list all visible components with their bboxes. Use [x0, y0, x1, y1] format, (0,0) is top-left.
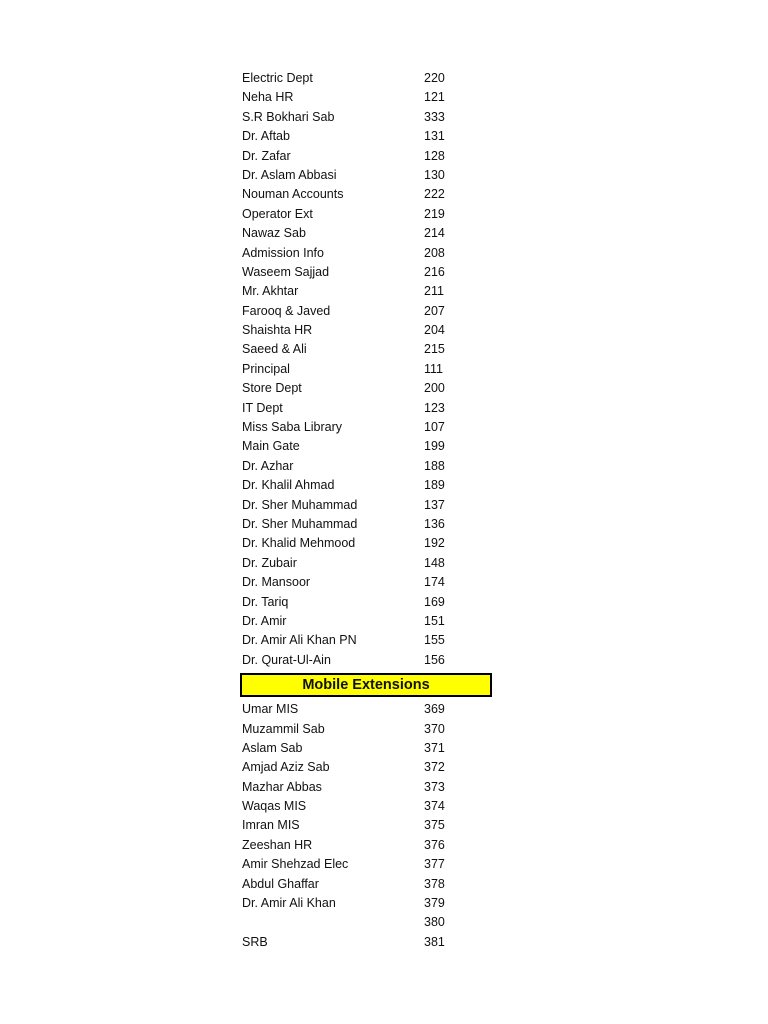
extension-number: 376 — [424, 837, 445, 852]
extension-number: 377 — [424, 857, 445, 872]
extension-number: 373 — [424, 779, 445, 794]
extension-number: 148 — [424, 555, 445, 570]
extension-name: Muzammil Sab — [242, 721, 325, 736]
extension-name: Dr. Khalil Ahmad — [242, 478, 335, 493]
extension-number: 111 — [424, 361, 444, 376]
extension-row — [242, 816, 502, 835]
extension-number: 208 — [424, 245, 445, 260]
extension-name: Waqas MIS — [242, 799, 307, 814]
extension-row — [242, 224, 502, 243]
extension-number: 204 — [424, 323, 445, 338]
extension-number: 137 — [424, 497, 445, 512]
extension-row — [242, 340, 502, 359]
extension-number: 192 — [424, 536, 445, 551]
extension-row — [242, 496, 502, 515]
extension-number: 379 — [424, 896, 445, 911]
extension-row — [242, 534, 502, 553]
extension-row — [242, 457, 502, 476]
extension-name: Store Dept — [242, 381, 302, 396]
extension-name: Dr. Aftab — [242, 129, 290, 144]
extension-name: Zeeshan HR — [242, 837, 313, 852]
mobile-extensions-title: Mobile Extensions — [302, 677, 430, 694]
extension-number: 371 — [424, 740, 445, 755]
extension-name: Imran MIS — [242, 818, 300, 833]
extension-number: 121 — [424, 90, 445, 105]
extension-number: 107 — [424, 420, 445, 435]
extension-row — [242, 166, 502, 185]
extension-name: Dr. Amir — [242, 613, 287, 628]
extension-name: Dr. Aslam Abbasi — [242, 167, 337, 182]
extension-name: Dr. Zafar — [242, 148, 291, 163]
extension-row — [242, 244, 502, 263]
extension-number: 174 — [424, 575, 445, 590]
extension-row — [242, 720, 502, 739]
extension-name: Nouman Accounts — [242, 187, 344, 202]
extension-row — [242, 147, 502, 166]
extension-row — [242, 108, 502, 127]
extension-sheet — [242, 69, 502, 952]
extension-name: Electric Dept — [242, 71, 313, 85]
extension-name: Dr. Sher Muhammad — [242, 516, 358, 531]
extension-number: 374 — [424, 799, 445, 814]
extension-row — [242, 700, 502, 719]
extension-number: 215 — [424, 342, 445, 357]
extension-number: 372 — [424, 760, 445, 775]
extension-name: Waseem Sajjad — [242, 264, 330, 279]
extension-name: Abdul Ghaffar — [242, 876, 319, 891]
extension-number: 123 — [424, 400, 445, 415]
extension-row — [242, 913, 502, 932]
extension-number: 375 — [424, 818, 445, 833]
extension-number: 130 — [424, 167, 445, 182]
extension-row — [242, 88, 502, 107]
extension-row — [242, 321, 502, 340]
extension-row — [242, 302, 502, 321]
extension-name: Dr. Mansoor — [242, 575, 311, 590]
extension-row — [242, 360, 502, 379]
extension-row — [242, 739, 502, 758]
extension-row — [242, 778, 502, 797]
extension-row — [242, 205, 502, 224]
extension-row — [242, 554, 502, 573]
extension-row — [242, 875, 502, 894]
extension-number: 200 — [424, 381, 445, 396]
extension-number: 378 — [424, 876, 445, 891]
extension-name: Principal — [242, 361, 290, 376]
extension-number: 199 — [424, 439, 445, 454]
extension-number: 189 — [424, 478, 445, 493]
extension-name: Neha HR — [242, 90, 294, 105]
extension-name: Operator Ext — [242, 206, 313, 221]
extension-name: Saeed & Ali — [242, 342, 307, 357]
extension-name: IT Dept — [242, 400, 283, 415]
extension-number: 222 — [424, 187, 445, 202]
extension-name: Dr. Khalid Mehmood — [242, 536, 356, 551]
extension-row — [242, 127, 502, 146]
extension-name: Miss Saba Library — [242, 420, 343, 435]
extension-number: 136 — [424, 516, 445, 531]
extension-number: 369 — [424, 702, 445, 717]
extension-row — [242, 515, 502, 534]
extension-row — [242, 418, 502, 437]
extension-number: 214 — [424, 226, 445, 241]
extension-row — [242, 263, 502, 282]
extension-number: 128 — [424, 148, 445, 163]
extension-number: 151 — [424, 613, 445, 628]
extension-name: Farooq & Javed — [242, 303, 331, 318]
extension-number: 131 — [424, 129, 445, 144]
extension-name: Amir Shehzad Elec — [242, 857, 349, 872]
extension-number: 381 — [424, 934, 445, 949]
extension-row — [242, 933, 502, 952]
extension-row — [242, 185, 502, 204]
extension-number: 169 — [424, 594, 445, 609]
extension-name: Dr. Amir Ali Khan PN — [242, 633, 357, 648]
extension-number: 207 — [424, 303, 445, 318]
extension-name: Dr. Azhar — [242, 458, 294, 473]
extension-number: 156 — [424, 652, 445, 667]
extension-name: Dr. Sher Muhammad — [242, 497, 358, 512]
mobile-extensions-list — [242, 700, 502, 952]
extension-row — [242, 399, 502, 418]
extension-name: Shaishta HR — [242, 323, 313, 338]
extension-row — [242, 593, 502, 612]
extension-row — [242, 894, 502, 913]
extension-row — [242, 476, 502, 495]
extension-name: Dr. Qurat-Ul-Ain — [242, 652, 331, 667]
extension-row — [242, 758, 502, 777]
extension-row — [242, 69, 502, 88]
mobile-extensions-header — [240, 673, 492, 697]
extension-name: Nawaz Sab — [242, 226, 306, 241]
extension-number: 188 — [424, 458, 445, 473]
extension-row — [242, 836, 502, 855]
extension-name: SRB — [242, 934, 268, 949]
extension-row — [242, 437, 502, 456]
extension-name: Dr. Zubair — [242, 555, 297, 570]
extension-name: Mr. Akhtar — [242, 284, 299, 299]
extension-name: Dr. Tariq — [242, 594, 289, 609]
extension-number: 370 — [424, 721, 445, 736]
extension-name: Mazhar Abbas — [242, 779, 322, 794]
extension-number: 380 — [424, 915, 445, 930]
extension-row — [242, 573, 502, 592]
extension-name: Admission Info — [242, 245, 324, 260]
extension-row — [242, 631, 502, 650]
extension-name: Umar MIS — [242, 702, 299, 717]
extension-row — [242, 855, 502, 874]
office-extensions-list — [242, 69, 502, 670]
extension-name: S.R Bokhari Sab — [242, 109, 335, 124]
extension-row — [242, 797, 502, 816]
extension-row — [242, 282, 502, 301]
extension-name: Dr. Amir Ali Khan — [242, 896, 336, 911]
extension-name: Amjad Aziz Sab — [242, 760, 330, 775]
extension-row — [242, 612, 502, 631]
extension-name: Main Gate — [242, 439, 300, 454]
extension-number: 220 — [424, 71, 445, 85]
extension-row — [242, 379, 502, 398]
extension-number: 216 — [424, 264, 445, 279]
extension-number: 211 — [424, 284, 444, 299]
extension-row — [242, 651, 502, 670]
extension-number: 155 — [424, 633, 445, 648]
extension-name: Aslam Sab — [242, 740, 303, 755]
extension-number: 219 — [424, 206, 445, 221]
extension-number: 333 — [424, 109, 445, 124]
